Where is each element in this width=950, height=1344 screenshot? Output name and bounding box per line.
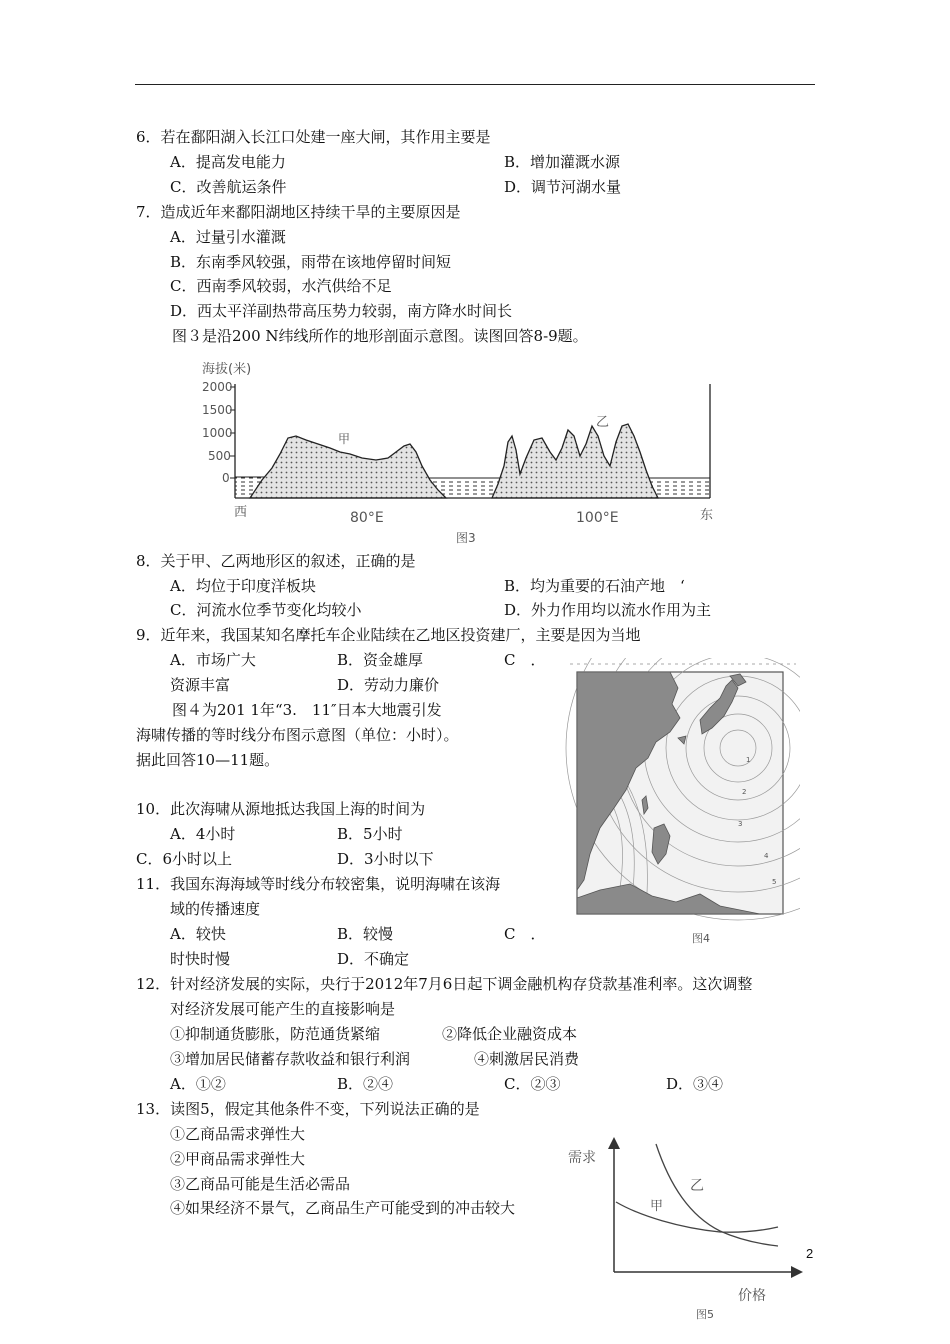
fig4-intro-line1: 图４为201 1年“3. 11″日本大地震引发 [172, 701, 442, 719]
q13-statement-2: ②甲商品需求弹性大 [170, 1150, 306, 1168]
fig3-west-label: 西 [234, 505, 248, 520]
q10-option-c: C．6小时以上 [136, 850, 233, 868]
q8-option-b: B．均为重要的石油产地 ‘ [504, 577, 685, 595]
label-yi: 乙 [596, 415, 610, 430]
q12-statement-4: ④刺激居民消费 [474, 1050, 580, 1068]
q12-stem-line2: 对经济发展可能产生的直接影响是 [170, 1000, 396, 1018]
fig3-caption: 图3 [456, 531, 476, 545]
q9-option-c: C ． [504, 651, 546, 669]
q12-option-c: C．②③ [504, 1075, 561, 1093]
page-number: 2 [806, 1246, 814, 1261]
q10-option-b: B．5小时 [337, 825, 403, 843]
fig5-caption: 图5 [696, 1308, 714, 1321]
figure-5-demand-curves [560, 1136, 808, 1322]
q11-option-d: D．不确定 [337, 950, 410, 968]
q9-option-c-text: 资源丰富 [170, 676, 231, 694]
terrain-yi [492, 424, 658, 498]
fig3-ytick: 0 [222, 471, 230, 485]
q6-stem: 6．若在鄱阳湖入长江口处建一座大闸，其作用主要是 [136, 128, 491, 146]
fig3-ytick: 1000 [202, 426, 233, 440]
q8-stem: 8．关于甲、乙两地形区的叙述，正确的是 [136, 552, 416, 570]
q9-option-d: D．劳动力廉价 [337, 676, 440, 694]
fig3-xtick-80E: 80°E [350, 510, 384, 526]
fig5-ylabel: 需求 [568, 1150, 596, 1166]
q12-statement-1: ①抑制通货膨胀，防范通货紧缩 [170, 1025, 381, 1043]
fig3-east-label: 东 [700, 508, 714, 523]
q12-statement-2: ②降低企业融资成本 [442, 1025, 578, 1043]
q10-stem: 10．此次海啸从源地抵达我国上海的时间为 [136, 800, 426, 818]
q9-option-b: B．资金雄厚 [337, 651, 424, 669]
label-yi-curve: 乙 [690, 1178, 704, 1194]
q7-stem: 7．造成近年来鄱阳湖地区持续干旱的主要原因是 [136, 203, 461, 221]
q6-option-a: A．提高发电能力 [170, 153, 286, 171]
q12-option-a: A．①② [170, 1075, 226, 1093]
q11-option-c: C ． [504, 925, 546, 943]
q8-option-d: D．外力作用均以流水作用为主 [504, 601, 712, 619]
q10-option-d: D．3小时以下 [337, 850, 434, 868]
q11-stem-line1: 11．我国东海海域等时线分布较密集，说明海啸在该海 [136, 875, 501, 893]
figure-3-terrain-profile [200, 356, 740, 550]
fig3-ylabel: 海拔(米) [202, 362, 252, 377]
q11-stem-line2: 域的传播速度 [170, 900, 261, 918]
fig5-xlabel: 价格 [738, 1288, 766, 1304]
figure-4-tsunami-map [560, 658, 800, 950]
q13-statement-1: ①乙商品需求弹性大 [170, 1125, 306, 1143]
q13-statement-3: ③乙商品可能是生活必需品 [170, 1175, 351, 1193]
fig4-intro-line3: 据此回答10—11题。 [136, 751, 280, 769]
fig4-intro-line2: 海啸传播的等时线分布图示意图（单位：小时）。 [136, 726, 459, 744]
q7-option-a: A．过量引水灌溉 [170, 228, 286, 246]
fig3-intro: 图３是沿200 N纬线所作的地形剖面示意图。读图回答8-9题。 [172, 327, 588, 345]
q6-option-b: B．增加灌溉水源 [504, 153, 621, 171]
q8-option-c: C．河流水位季节变化均较小 [170, 601, 362, 619]
fig4-caption: 图4 [692, 932, 710, 945]
fig3-xtick-100E: 100°E [576, 510, 619, 526]
isochrone-label: 4 [764, 852, 769, 860]
q11-option-c-text: 时快时慢 [170, 950, 231, 968]
q9-stem: 9．近年来，我国某知名摩托车企业陆续在乙地区投资建厂，主要是因为当地 [136, 626, 641, 644]
label-jia-curve: 甲 [650, 1199, 664, 1214]
q12-statement-3: ③增加居民储蓄存款收益和银行利润 [170, 1050, 411, 1068]
q7-option-b: B．东南季风较强，雨带在该地停留时间短 [170, 253, 452, 271]
isochrone-label: 1 [746, 756, 751, 764]
q12-stem-line1: 12．针对经济发展的实际，央行于2012年7月6日起下调金融机构存贷款基准利率。这次调整 [136, 975, 753, 993]
demand-curve-jia [616, 1202, 778, 1232]
isochrone-label: 2 [742, 788, 747, 796]
q9-option-a: A．市场广大 [170, 651, 256, 669]
q7-option-c: C．西南季风较弱，水汽供给不足 [170, 277, 392, 295]
q12-option-b: B．②④ [337, 1075, 394, 1093]
q6-option-d: D．调节河湖水量 [504, 178, 622, 196]
q13-stem: 13．读图5，假定其他条件不变，下列说法正确的是 [136, 1100, 480, 1118]
header-rule [135, 84, 815, 85]
q10-option-a: A．4小时 [170, 825, 236, 843]
q12-option-d: D．③④ [666, 1075, 724, 1093]
fig3-ytick: 2000 [202, 380, 233, 394]
isochrone-label: 5 [772, 878, 777, 886]
q8-option-a: A．均位于印度洋板块 [170, 577, 316, 595]
fig3-ytick: 1500 [202, 403, 233, 417]
fig3-ytick: 500 [208, 449, 231, 463]
isochrone-label: 3 [738, 820, 743, 828]
q11-option-b: B．较慢 [337, 925, 394, 943]
label-jia: 甲 [338, 432, 351, 446]
q13-statement-4: ④如果经济不景气，乙商品生产可能受到的冲击较大 [170, 1199, 516, 1217]
q7-option-d: D．西太平洋副热带高压势力较弱，南方降水时间长 [170, 302, 513, 320]
q6-option-c: C．改善航运条件 [170, 178, 287, 196]
q11-option-a: A．较快 [170, 925, 226, 943]
